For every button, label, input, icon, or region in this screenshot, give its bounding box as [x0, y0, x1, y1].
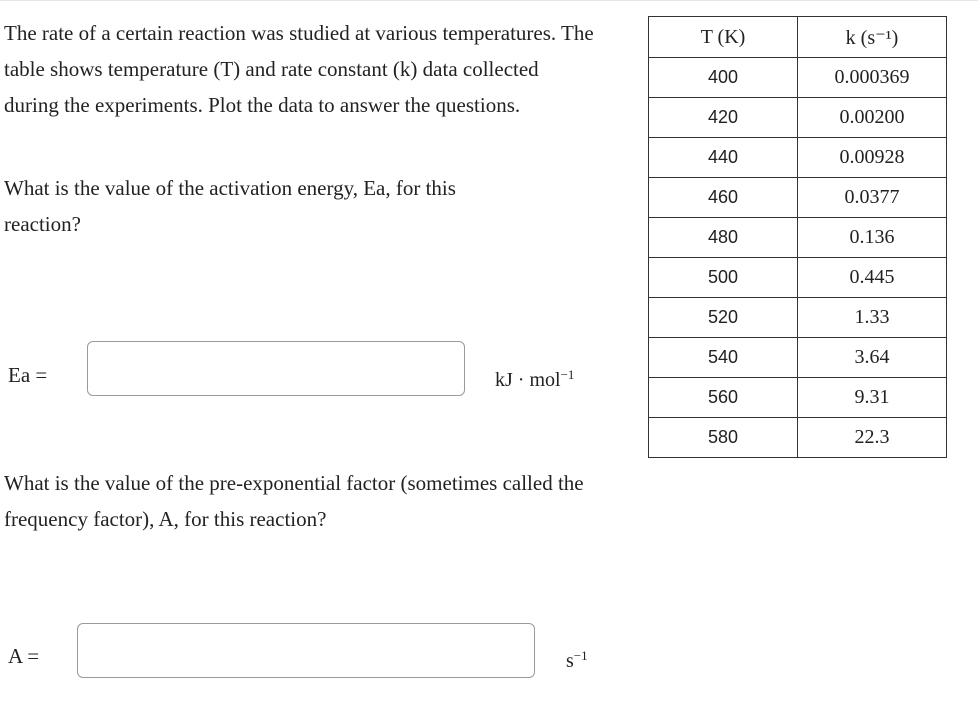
table-row [649, 218, 947, 258]
table-row [649, 178, 947, 218]
top-border [0, 0, 978, 1]
cell-temperature: 580 [649, 418, 798, 458]
cell-rate-constant: 9.31 [798, 378, 947, 418]
table-header-row [649, 17, 947, 58]
ea-input[interactable] [87, 341, 465, 396]
question-pre-exponential-factor: What is the value of the pre-exponential factor (sometimes called the frequency factor), A, for this reaction? [4, 471, 584, 531]
ea-label: Ea = [8, 363, 48, 387]
cell-temperature: 400 [649, 58, 798, 98]
cell-temperature: 480 [649, 218, 798, 258]
cell-temperature: 520 [649, 298, 798, 338]
intro-paragraph: The rate of a certain reaction was studied at various temperatures. The table shows temperature (T) and rate constant (k) data collected during the experiments. Plot the data to answer the questions. [4, 21, 594, 117]
table-row [649, 418, 947, 458]
table-row [649, 298, 947, 338]
table-row [649, 58, 947, 98]
table-row [649, 338, 947, 378]
cell-rate-constant: 0.0377 [798, 178, 947, 218]
cell-temperature: 460 [649, 178, 798, 218]
cell-rate-constant: 0.445 [798, 258, 947, 298]
a-label: A = [8, 644, 40, 668]
table-body [649, 58, 947, 458]
a-input[interactable] [77, 623, 535, 678]
cell-rate-constant: 0.136 [798, 218, 947, 258]
cell-rate-constant: 0.00928 [798, 138, 947, 178]
table-row [649, 378, 947, 418]
table-row [649, 258, 947, 298]
cell-rate-constant: 3.64 [798, 338, 947, 378]
table-row [649, 138, 947, 178]
question-activation-energy: What is the value of the activation energy, Ea, for this reaction? [4, 176, 456, 236]
cell-rate-constant: 0.000369 [798, 58, 947, 98]
cell-rate-constant: 22.3 [798, 418, 947, 458]
cell-temperature: 540 [649, 338, 798, 378]
header-rate-constant: k (s⁻¹) [798, 17, 947, 58]
table-row [649, 98, 947, 138]
cell-temperature: 500 [649, 258, 798, 298]
header-temperature: T (K) [649, 17, 798, 58]
ea-unit: kJ · mol$^{-1}$ [495, 367, 575, 391]
a-unit: $s^{-1}$ [566, 648, 588, 672]
temperature-rate-table [648, 16, 947, 458]
cell-temperature: 560 [649, 378, 798, 418]
cell-temperature: 440 [649, 138, 798, 178]
cell-temperature: 420 [649, 98, 798, 138]
cell-rate-constant: 1.33 [798, 298, 947, 338]
cell-rate-constant: 0.00200 [798, 98, 947, 138]
